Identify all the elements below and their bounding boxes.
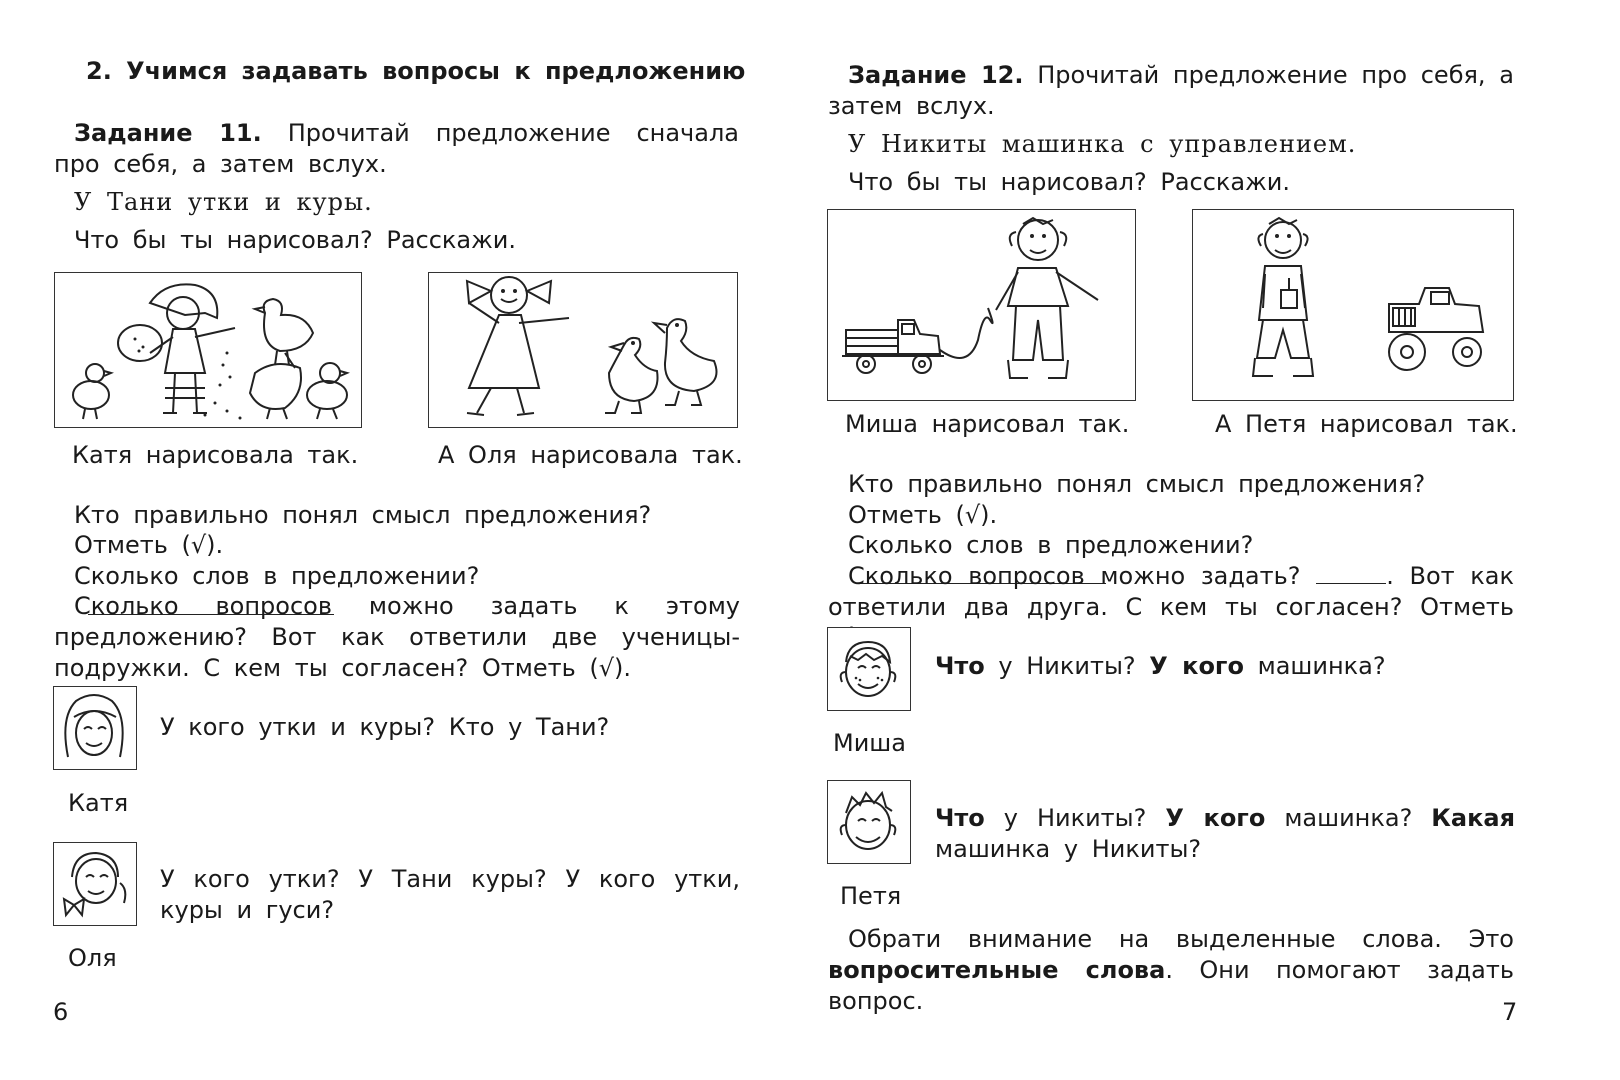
task12-sentence: У Никиты машинка с управлением. [848,130,1357,158]
petya-q-word-3: Какая [1431,804,1516,832]
olya-answer: У кого утки? У Тани куры? У кого утки, куры и гуси? [160,865,740,924]
task12-instruction-text: Прочитай предложение про себя, а затем вслух. [828,61,1514,120]
caption-misha: Миша нарисовал так. [845,410,1130,438]
task11-question: Что бы ты нарисовал? Расскажи. [74,226,516,254]
task11-sentence: У Тани утки и куры. [74,188,373,216]
task12-instruction [828,60,1514,122]
right-page [810,0,1620,1080]
girl-with-ducks-illustration [429,273,736,426]
misha-answer [935,651,1386,682]
petya-drawing [1192,209,1514,401]
word-count-question: Сколько слов в предложении? [74,562,480,590]
katya-answer: У кого утки и куры? Кто у Тани? [160,713,610,741]
petya-portrait [827,780,911,864]
mark-instruction-right: Отметь (√). [848,501,998,529]
who-understood-question-right: Кто правильно понял смысл предложения? [848,470,1426,498]
boy-with-remote-tractor-illustration [1193,210,1512,399]
misha-portrait [827,627,911,711]
mark-instruction: Отметь (√). [74,531,224,559]
caption-petya: А Петя нарисовал так. [1215,410,1518,438]
question-count-paragraph-right [828,561,1514,654]
misha-name: Миша [833,729,906,757]
caption-olya: А Оля нарисовала так. [438,441,743,469]
question-count-paragraph [54,591,740,684]
page-number-right: 7 [1502,998,1518,1026]
misha-q-word-2: У кого [1149,652,1244,680]
petya-answer [935,803,1515,865]
girl-feeding-chickens-illustration [55,273,360,426]
katya-drawing [54,272,362,428]
page-number-left: 6 [53,998,69,1026]
misha-q-word-1: Что [935,652,985,680]
question-count-text-b: . Вот как ответили два друга. С кем ты согласен? Отметь [828,562,1514,621]
petya-answer-text-3: машинка у Никиты? [935,835,1202,863]
girl-face-icon [54,687,135,768]
petya-q-word-2: У кого [1165,804,1266,832]
caption-katya: Катя нарисовала так. [72,441,359,469]
question-count-text: Сколько вопросов можно задать к этому предложению? Вот как ответили две ученицы-подружки. С кем ты согласен? Отметь (√). [54,592,740,682]
task12-question: Что бы ты нарисовал? Расскажи. [848,168,1290,196]
olya-name: Оля [68,944,117,972]
word-count-question-right: Сколько слов в предложении? [848,531,1254,559]
boy-freckled-face-icon [828,628,909,709]
misha-answer-text-1: у Никиты? [984,652,1150,680]
petya-answer-text-2: машинка? [1265,804,1432,832]
task12-label: Задание 12. [848,61,1024,89]
task11-instruction [54,118,739,180]
katya-name: Катя [68,789,129,817]
katya-portrait [53,686,137,770]
note-text-a: Обрати внимание на выделенные слова. Это [848,925,1514,953]
petya-q-word-1: Что [935,804,985,832]
question-count-answer-line[interactable] [1316,565,1386,584]
olya-drawing [428,272,738,428]
boy-with-toy-truck-illustration [828,210,1134,399]
question-count-text-a: Сколько вопросов можно задать? [848,562,1301,590]
misha-drawing [827,209,1136,401]
note-paragraph [828,924,1514,1017]
task11-label: Задание 11. [74,119,262,147]
note-text-b: . Они помогают задать вопрос. [828,956,1514,1015]
olya-portrait [53,842,137,926]
girl-with-bow-face-icon [54,843,135,924]
task11-instruction-text: Прочитай предложение сначала про себя, а затем вслух. [54,119,739,178]
boy-smiling-face-icon [828,781,909,862]
misha-answer-text-2: машинка? [1243,652,1386,680]
petya-name: Петя [840,882,902,910]
who-understood-question: Кто правильно понял смысл предложения? [74,501,652,529]
note-bold-text: вопросительные слова [828,956,1166,984]
petya-answer-text-1: у Никиты? [984,804,1166,832]
section-title: 2. Учимся задавать вопросы к предложению [86,57,746,85]
